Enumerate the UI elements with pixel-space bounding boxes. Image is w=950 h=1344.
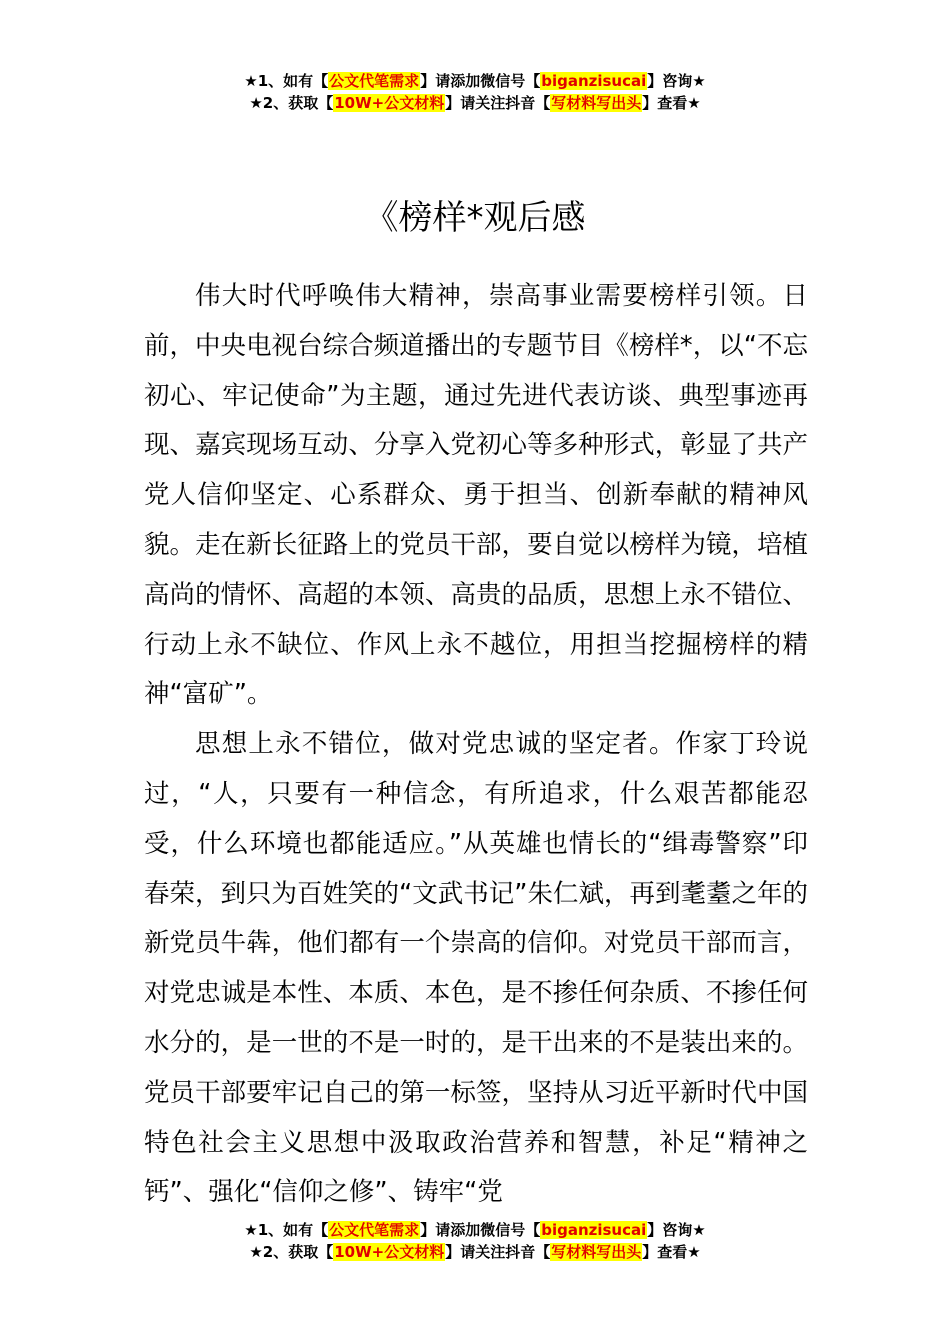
promo-line-2 (0, 1241, 950, 1263)
paragraph: 伟大时代呼唤伟大精神，崇高事业需要榜样引领。日前，中央电视台综合频道播出的专题节目《榜样*，以“不忘初心、牢记使命”为主题，通过先进代表访谈、典型事迹再现、嘉宾现场互动、分享入党初心等多种形式，彰显了共产党人信仰坚定、心系群众、勇于担当、创新奉献的精神风貌。走在新长征路上的党员干部，要自觉以榜样为镜，培植高尚的情怀、高超的本领、高贵的品质，思想上永不错位、行动上永不缺位、作风上永不越位，用担当挖掘榜样的精神“富矿”。 (144, 281, 808, 710)
promo-line-2-middle: 】请关注抖音【 (445, 94, 551, 112)
promo-line-1-prefix: ★1、如有【 (244, 1221, 329, 1239)
bottom-promo-banner (0, 1219, 950, 1263)
promo-line-1-prefix: ★1、如有【 (244, 72, 329, 90)
promo-line-2-suffix: 】查看★ (642, 94, 701, 112)
promo-highlight-service: 公文代笔需求 (329, 1221, 420, 1239)
promo-line-1-middle: 】请添加微信号【 (420, 1221, 541, 1239)
promo-line-2-middle: 】请关注抖音【 (445, 1243, 551, 1261)
document-title: 《榜样*观后感 (364, 197, 586, 238)
top-promo-banner (0, 70, 950, 114)
paragraph: 思想上永不错位，做对党忠诚的坚定者。作家丁玲说过，“人，只要有一种信念，有所追求，什么艰苦都能忍受，什么环境也都能适应。”从英雄也情长的“缉毒警察”印春荣，到只为百姓笑的“文武书记”朱仁斌，再到耄耋之年的新党员牛犇，他们都有一个崇高的信仰。对党员干部而言，对党忠诚是本性、本质、本色，是不掺任何杂质、不掺任何水分的，是一世的不是一时的，是干出来的不是装出来的。党员干部要牢记自己的第一标签，坚持从习近平新时代中国特色社会主义思想中汲取政治营养和智慧，补足“精神之钙”、强化“信仰之修”、铸牢“党 (144, 729, 808, 1208)
promo-line-1 (0, 70, 950, 92)
promo-highlight-service: 公文代笔需求 (329, 72, 420, 90)
promo-line-2-suffix: 】查看★ (642, 1243, 701, 1261)
promo-line-1 (0, 1219, 950, 1241)
promo-line-2 (0, 92, 950, 114)
promo-highlight-wechat-id: biganzisucai (541, 1221, 647, 1239)
promo-highlight-materials: 10W+公文材料 (334, 94, 445, 112)
promo-highlight-materials: 10W+公文材料 (334, 1243, 445, 1261)
promo-highlight-wechat-id: biganzisucai (541, 72, 647, 90)
document-body (144, 272, 808, 1218)
promo-line-2-prefix: ★2、获取【 (249, 1243, 334, 1261)
promo-line-1-middle: 】请添加微信号【 (420, 72, 541, 90)
promo-line-2-prefix: ★2、获取【 (249, 94, 334, 112)
promo-line-1-suffix: 】咨询★ (647, 1221, 706, 1239)
promo-line-1-suffix: 】咨询★ (647, 72, 706, 90)
promo-highlight-douyin: 写材料写出头 (551, 1243, 642, 1261)
promo-highlight-douyin: 写材料写出头 (551, 94, 642, 112)
